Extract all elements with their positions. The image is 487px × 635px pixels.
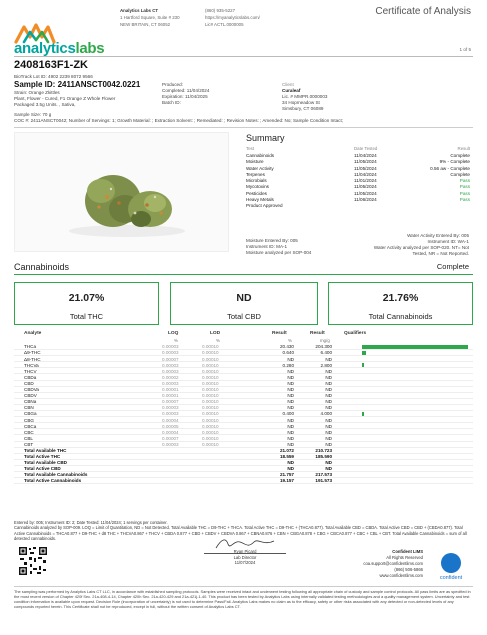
divider [14,56,473,57]
header-loq: LOQ [168,331,179,336]
analyte-loq: 0.00007 [162,435,179,441]
analyte-lod: 0.00010 [202,380,219,386]
analyte-result-mg: ND [325,368,332,374]
client-address-1: 34 Hopmeadow St [282,100,320,105]
analyte-name: CBN [24,405,34,411]
analyte-result-mg: ND [325,417,332,423]
analyte-loq: 0.00003 [162,368,179,374]
analyte-name: CBDVa [24,387,39,393]
analyte-result-pct: ND [287,429,294,435]
analyte-loq: 0.00003 [162,380,179,386]
analyte-name: THCa [24,344,36,350]
total-cannabinoids-box [328,282,473,325]
wa-entered: Water Activity Entered By: 005 [407,233,469,238]
summary-test: Heavy Metals [246,197,274,203]
analyte-lod: 0.00010 [202,362,219,368]
total-cannabinoids-value: 21.76% [382,292,419,304]
analyte-name: CBDV [24,393,37,399]
summary-date: 11/04/2024 [354,171,377,177]
analyte-result-mg: ND [325,393,332,399]
analyte-result-mg: ND [325,356,332,362]
analyte-result-mg: 185.590 [315,454,332,460]
analyte-result-pct: ND [287,393,294,399]
total-cbd-box [170,282,318,325]
biotrack-lot-id: BioTrack Lot ID: 4902 2239 8072 9566 [14,74,93,79]
analyte-name: CBC [24,429,34,435]
analyte-lod: 0.00010 [202,356,219,362]
analyte-loq: 0.00002 [162,374,179,380]
analyte-name: CBL [24,435,33,441]
analyte-name: Total Active CBD [24,466,61,472]
summary-date: 11/06/2024 [354,197,377,203]
analyte-name: CBD [24,380,34,386]
qr-code-icon[interactable] [18,546,48,576]
divider [14,127,473,128]
analyte-result-pct: ND [287,441,294,447]
analyte-name: Δ9-THC [24,350,41,356]
expiration-date: Expiration: 11/04/2025 [162,94,208,99]
analyte-result-pct: 21.072 [279,447,294,453]
unit-result-mg: mg/g [320,338,330,343]
analyte-result-mg: ND [325,374,332,380]
analyte-result-pct: ND [287,399,294,405]
analyte-result-pct: ND [287,387,294,393]
analyte-loq: 0.00007 [162,399,179,405]
analyte-result-pct: ND [287,466,294,472]
divider [14,586,473,587]
header-result-pct: Result [272,331,287,336]
sample-size-info [14,112,343,124]
analyte-name: CBCa [24,423,37,429]
client-name: Curaleaf [282,88,301,93]
analyte-table [14,344,473,484]
entered-note: Entered by: 005; Instrument ID: 2; Date Tested: 11/04/2024; 1 servings per container. [14,520,168,525]
analyte-lod: 0.00010 [202,368,219,374]
analyte-name: CBDa [24,374,37,380]
summary-row [246,203,470,209]
sign-date: 11/07/2024 [234,560,256,566]
analyte-loq: 0.00007 [162,356,179,362]
summary-date: 11/05/2024 [354,165,377,171]
client-address-2: Simsbury, CT 06089 [282,106,324,111]
coc-line: COC #: 2411ANSCT0042; Number of Servings: 1; Growth Material: ; Extraction Solvent: ; Remediated: ; Revision Notes: ; Amended: No; Sample Condition Intact; [14,118,344,123]
analyte-name: CBG [24,417,34,423]
moisture-sop: Moisture analyzed per SOP-004 [246,250,312,255]
total-cbd-value: ND [236,292,252,304]
analyte-loq: 0.00001 [162,387,179,393]
total-thc-box [14,282,159,325]
summary-result: Pass [459,190,470,196]
packaging: Packaged 3.5g Units. , Sativa, [14,102,76,107]
analyte-result-mg: ND [325,380,332,386]
lims-email[interactable]: coa.support@confidentlims.com [363,561,423,566]
total-cbd-label: Total CBD [227,312,261,321]
summary-table [246,153,470,210]
analyte-lod: 0.00010 [202,374,219,380]
analyte-lod: 0.00010 [202,411,219,417]
analyte-result-mg: ND [325,423,332,429]
divider [14,274,473,275]
company-contact [205,7,260,28]
summary-header-test: Test [246,146,255,151]
analyte-result-mg: ND [325,405,332,411]
client-label: Client [282,82,294,87]
analyte-result-mg: 204.300 [315,344,332,350]
analyte-result-pct: 21.757 [279,472,294,478]
analyte-lod: 0.00010 [202,344,219,350]
analyte-loq: 0.00003 [162,344,179,350]
document-title: Certificate of Analysis [375,6,471,17]
analyte-loq: 0.00001 [162,393,179,399]
logo-suffix: labs [75,40,105,57]
summary-test: Water Activity [246,165,274,171]
summary-result: Pass [459,184,470,190]
analyte-lod: 0.00010 [202,387,219,393]
analyte-result-mg: 217.573 [315,472,332,478]
summary-test: Product Approved [246,203,283,209]
analyte-result-pct: ND [287,405,294,411]
unit-loq: % [174,338,178,343]
analyte-result-mg: ND [325,466,332,472]
cannabinoids-status: Complete [436,262,469,271]
sample-size: Sample Size: 70 g [14,112,52,117]
analyte-bar [362,345,468,349]
total-thc-label: Total THC [69,312,104,321]
disclaimer: The sampling was performed by Analytics Labs CT LLC, in accordance with established sampling protocols. Samples were received intact and underwent testing following all appropriate chain of custody and sample control protocols. All pass limits are as specified in the most recent version of Chapter 420f Sec. 21a-408-4-14, Chapter 420h Sec. 21a-420-429 and 21a-421j-1-40. This product has been tested by Analytics Labs using internally validated testing methodologies and a quality management system. Uncertainty and test condition information is available upon request. Decision Rule (incorporation of uncertainty) is not used to determine Pass/Fail. Analytics Labs makes no claim as to the efficacy, safety or other risks associated with any detected or non-detected levels of any compounds reported herein. This Certificate shall not be reproduced, except in full, without the written consent of Analytics Labs CT. [14,589,471,609]
summary-test: Moisture [246,159,264,165]
summary-date: 11/01/2024 [354,178,377,184]
analyte-result-pct: 19.157 [279,478,294,484]
wa-sop-2: Tested, NR = Not Reported. [412,251,469,256]
analyte-bar [362,363,364,367]
analyte-result-pct: ND [287,417,294,423]
analyte-row [14,478,473,484]
analyte-loq: 0.00003 [162,441,179,447]
logo-prefix: analytics [14,40,76,57]
signer-name: Ryan Picard [233,549,257,554]
summary-test: Cannabinoids [246,153,275,158]
summary-test: Mycotoxins [246,184,269,190]
moisture-info [246,238,311,256]
summary-test: Terpenes [246,171,265,177]
lims-name: Confident LIMS [392,549,423,554]
client-info [282,82,327,112]
analyte-lod: 0.00010 [202,417,219,423]
analyte-lod: 0.00010 [202,435,219,441]
analyte-loq: 0.00004 [162,429,179,435]
analyte-result-mg: ND [325,399,332,405]
completed-date: Completed: 11/04/2024 [162,88,210,93]
analyte-result-pct: ND [287,368,294,374]
analyte-lod: 0.00010 [202,441,219,447]
unit-lod: % [216,338,220,343]
wa-sop: Water Activity analyzed per SOP-020. NT= Not [373,245,469,250]
analyte-result-mg: ND [325,460,332,466]
summary-header-result: Result [457,146,470,151]
analyte-result-mg: 4.000 [320,411,332,417]
analyte-bar [362,412,364,416]
analyte-result-pct: 20.430 [279,344,294,350]
company-name: Analytics Labs CT [120,8,159,13]
header-qualifiers: Qualifiers [344,331,367,336]
summary-result: 0.56 aw - Complete [430,165,470,171]
analyte-name: Total Available THC [24,447,67,453]
summary-result: Complete [450,153,470,158]
lims-rights: All Rights Reserved [386,555,423,560]
analyte-lod: 0.00010 [202,429,219,435]
analyte-lod: 0.00010 [202,393,219,399]
analyte-lod: 0.00010 [202,399,219,405]
signer-info [190,549,300,566]
summary-date: 11/04/2024 [354,153,377,158]
signer-title: Lab Director [233,554,257,560]
sample-dates [162,82,209,106]
summary-header-date: Date Tested [354,146,378,151]
summary-result: 9% - Complete [439,159,470,165]
sample-id: Sample ID: 2411ANSCT0042.0221 [14,80,141,89]
analyte-name: Total Active Cannabinoids [24,478,82,484]
summary-result: Pass [459,178,470,184]
summary-title: Summary [246,133,285,143]
company-license: Lic# ACTL.0000005 [205,22,244,27]
analyte-loq: 0.00003 [162,350,179,356]
confident-logo-icon [441,553,461,573]
analyte-result-pct: ND [287,356,294,362]
cannabis-flower-image [15,133,230,253]
company-website[interactable]: https://myanalyticslabs.com/ [205,15,260,20]
analyte-result-mg: 210.723 [315,447,332,453]
lims-info [363,549,423,579]
summary-test: Pesticides [246,190,267,196]
page-number: 1 of 5 [459,47,471,52]
analyte-loq: 0.00003 [162,362,179,368]
analyte-result-mg: ND [325,435,332,441]
analyte-name: CBGa [24,411,37,417]
analyte-result-pct: ND [287,423,294,429]
product-type: Plant, Flower - Cured, F1 Orange Z Whole Flower [14,96,116,101]
analyte-result-mg: ND [325,429,332,435]
moisture-instrument: Instrument ID: MA-1 [246,244,288,249]
analyte-name: THCVa [24,362,39,368]
analyte-result-pct: 0.280 [282,362,294,368]
analyte-lod: 0.00010 [202,350,219,356]
cannabinoids-title: Cannabinoids [14,262,70,272]
analyte-loq: 0.00004 [162,417,179,423]
produced-date: Produced: [162,82,183,87]
header-analyte: Analyte [24,331,42,336]
analyte-bar [362,351,366,355]
company-phone: (860) 935-5227 [205,8,236,13]
analyte-name: Total Available CBD [24,460,67,466]
analyte-name: CBT [24,441,34,447]
analyte-result-pct: ND [287,460,294,466]
analyte-lod: 0.00010 [202,423,219,429]
company-address-line-1: 1 Hartford Square, Suite # 230 [120,15,180,20]
client-license: Lic. # MMPR.0000003 [282,94,328,99]
analyte-result-mg: 2.800 [320,362,332,368]
sample-code: 2408163F1-ZK [14,59,88,71]
analyte-result-mg: 6.400 [320,350,332,356]
analyte-result-mg: 191.573 [315,478,332,484]
company-address [120,7,180,28]
batch-id: Batch ID: [162,100,181,105]
calculation-note: Cannabinoids analyzed by SOP-009. LOQ = Limit of Quantitation, ND = Not Detected. Total Available THC = D9-THC + THCA. Total Active THC = D9-THC + (THCA0.877). Total Available CBD = CBDA. Total Active CBD = CBD + (CBDA0.877). Total Active Cannabinoids = THCA0.877 + D9-THC + d8 THC + THCVA0.867 + THCV + CBDA 0.877 + CBD + CBDV + CBDVA 0.867 + CBNA0.876 + CBN + CBGA0.878 + CBG + CBCA0.877 + CBC + CBL + CBT. Total Available Cannabinoids = sum of all detected cannabinoids. [14,525,467,541]
analyte-loq: 0.00005 [162,423,179,429]
water-activity-info [374,233,469,257]
header-lod: LOD [210,331,221,336]
summary-result: Pass [459,197,470,203]
lims-website[interactable]: www.confidentlims.com [379,573,423,578]
analyte-lod: 0.00010 [202,405,219,411]
analyte-result-mg: ND [325,387,332,393]
summary-result: Complete [450,171,470,177]
sample-photo [14,132,229,252]
summary-date: 11/05/2024 [354,159,377,165]
analyte-result-mg: ND [325,441,332,447]
lims-phone: (866) 506-5866 [394,567,423,572]
strain-info [14,90,115,108]
analyte-name: Total Active THC [24,454,61,460]
analyte-result-pct: ND [287,380,294,386]
strain: Strain: Orange Zkittles [14,90,60,95]
summary-date: 11/05/2024 [354,184,377,190]
summary-date: 11/05/2024 [354,190,377,196]
total-cannabinoids-label: Total Cannabinoids [368,312,433,321]
analyte-result-pct: ND [287,435,294,441]
analyte-loq: 0.00003 [162,405,179,411]
moisture-entered: Moisture Entered By: 005 [246,238,298,243]
unit-result-pct: % [288,338,292,343]
analyte-result-pct: 18.559 [279,454,294,460]
confident-logo-text: confident [439,575,463,581]
header-result-mg: Result [310,331,325,336]
wa-instrument: Instrument ID: WA-1 [427,239,469,244]
analyte-loq: 0.00003 [162,411,179,417]
confident-logo [431,553,471,583]
analyte-name: THCV [24,368,37,374]
company-address-line-2: NEW BRITAIN, CT 06052 [120,22,171,27]
summary-test: Microbials [246,178,267,184]
analyte-name: Δ8-THC [24,356,41,362]
analyte-name: CBNa [24,399,37,405]
total-thc-value: 21.07% [68,292,105,304]
analyte-result-pct: ND [287,374,294,380]
analyte-result-pct: 0.400 [282,411,294,417]
analyte-result-pct: 0.640 [282,350,294,356]
analyte-table-header [14,331,473,337]
analyte-name: Total Available Cannabinoids [24,472,88,478]
